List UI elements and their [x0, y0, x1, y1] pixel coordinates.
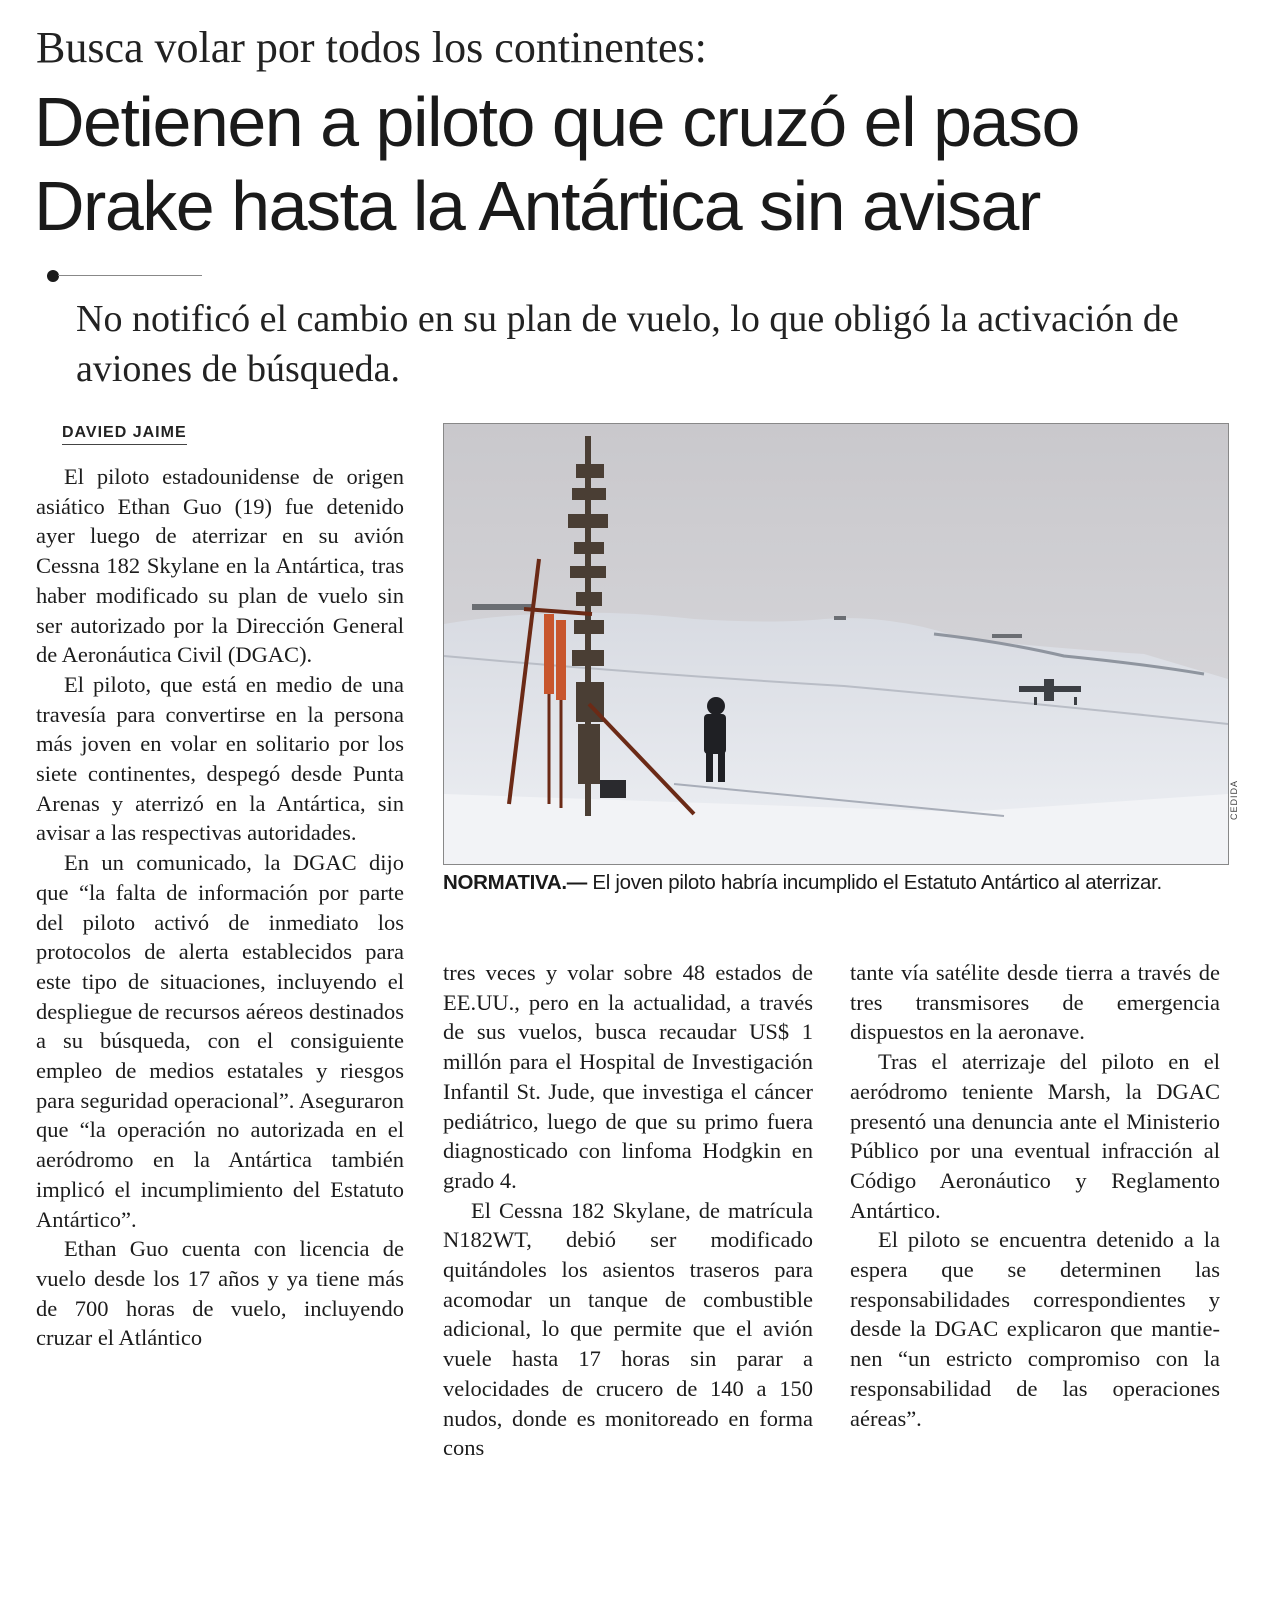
paragraph: En un comunicado, la DGAC dijo que “la falta de información por parte del piloto activó de inmediato los protocolos de alerta establecidos para este tipo de situaciones, incluyendo el despliegue de recursos aéreos destinados a su búsqueda, con el consiguiente empleo de medios estatales y riesgos para seguridad operacional”. Aseguraron que “la operación no autorizada en el aeródromo en la Antártica también implicó el incumplimiento del Estatuto Antártico”.	[36, 850, 404, 1232]
antarctic-photo-illustration	[444, 424, 1228, 864]
paragraph: Tras el aterrizaje del piloto en el aeródromo teniente Marsh, la DGAC presentó una denuncia ante el Ministerio Público por una eventual infracción al Código Aeronáutico y Reglamento Antártico.	[850, 1049, 1220, 1223]
headline	[34, 80, 1254, 248]
byline: DAVIED JAIME	[62, 424, 187, 445]
paragraph: El piloto se encuentra detenido a la espera que se determinen las responsabilidades correspondientes y desde la DGAC explicaron que mantienen “un estricto compromiso con la responsabilidad de las operaciones aéreas”.	[850, 1227, 1220, 1431]
paragraph: tres veces y volar sobre 48 estados de EE.UU., pero en la actualidad, a través de sus vuelos, busca recaudar US$ 1 millón para el Hospital de Investigación Infantil St. Jude, que investiga el cáncer pediátrico, luego de que su primo fuera diagnosticado con linfoma Hodgkin en grado 4.	[443, 960, 813, 1193]
paragraph: El piloto, que está en medio de una travesía para convertirse en la persona más joven en volar en solitario por los siete continentes, despegó desde Punta Arenas y aterrizó en la Antártica, sin avisar a las respectivas autoridades.	[36, 671, 404, 846]
kicker: Busca volar por todos los continentes:	[36, 23, 707, 72]
paragraph: tante vía satélite desde tierra a través de tres transmisores de emergencia dispuestos en la aeronave.	[850, 960, 1220, 1045]
deck: No notificó el cambio en su plan de vuelo, lo que obligó la activación de aviones de búsqueda.	[76, 298, 1179, 390]
photo-credit: CEDIDA	[1229, 779, 1239, 820]
headline-line-1: Detienen a piloto que cruzó el paso	[34, 83, 1079, 161]
paragraph: El piloto estadounidense de origen asiático Ethan Guo (19) fue detenido ayer luego de aterrizar en su avión Cessna 182 Skylane en la Antártica, tras haber modificado su plan de vuelo sin ser autorizado por la Dirección General de Aeronáutica Civil (DGAC).	[36, 464, 404, 668]
caption-text: El joven piloto habría incumplido el Estatuto Antártico al aterrizar.	[586, 871, 1162, 894]
column-1	[36, 462, 404, 1353]
headline-line-2: Drake hasta la Antártica sin avisar	[34, 167, 1040, 245]
divider-line	[58, 275, 202, 276]
caption-lead: NORMATIVA.—	[443, 871, 587, 894]
photo	[443, 423, 1229, 865]
paragraph: El Cessna 182 Skylane, de matrícula N182WT, debió ser modificado quitándoles los asientos traseros para acomodar un tanque de combustible adicional, lo que permite que el avión vuele hasta 17 horas sin parar a velocidades de crucero de 140 a 150 nudos, donde es monitoreado en forma cons	[443, 1197, 813, 1461]
column-2	[443, 958, 813, 1463]
divider-dot	[47, 270, 59, 282]
photo-caption	[443, 868, 1233, 897]
column-3	[850, 958, 1220, 1433]
paragraph: Ethan Guo cuenta con licencia de vuelo desde los 17 años y ya tiene más de 700 horas de vuelo, incluyendo cruzar el Atlántico	[36, 1236, 404, 1351]
